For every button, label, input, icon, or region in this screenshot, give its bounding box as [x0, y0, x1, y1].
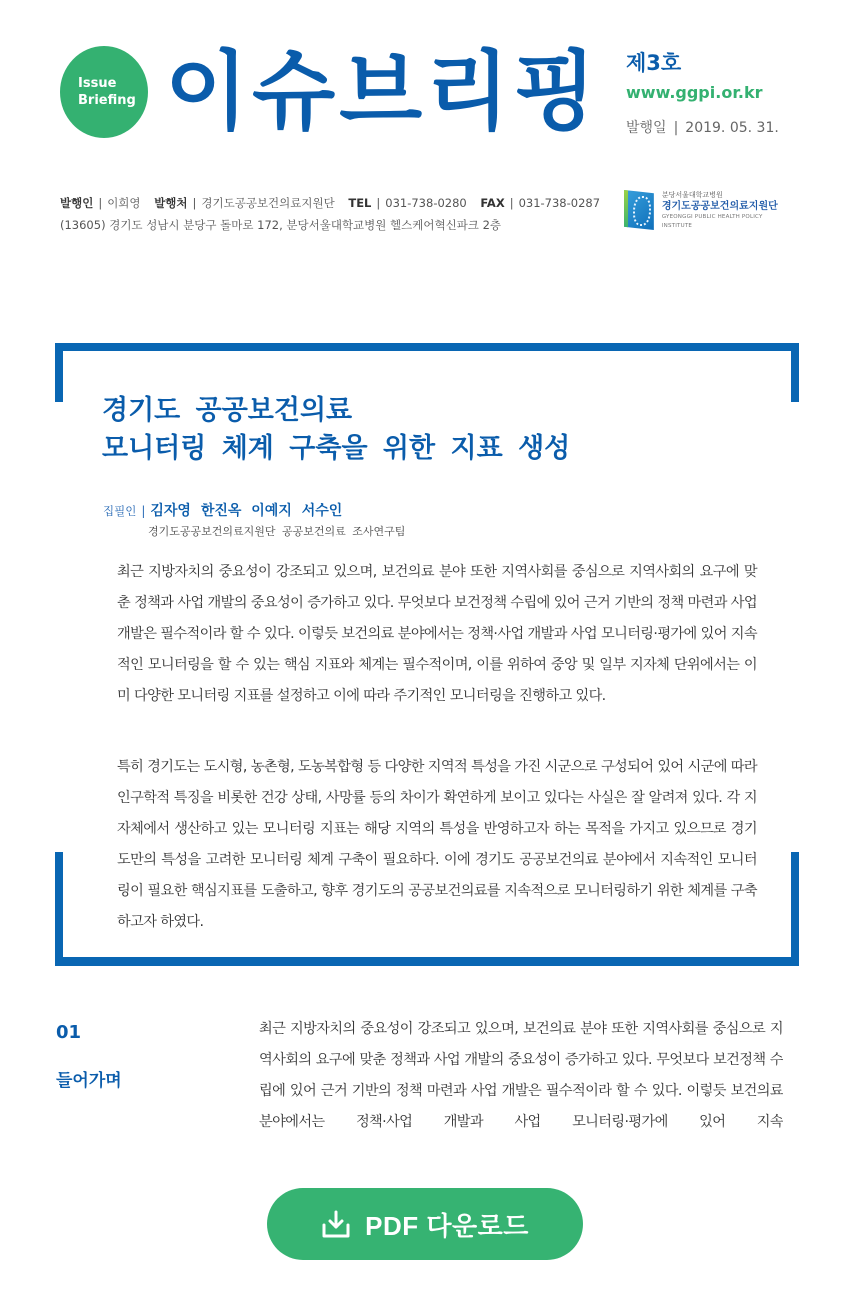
fax-value: 031-738-0287 — [518, 196, 601, 210]
issue-number: 제3호 — [626, 51, 682, 75]
website-link[interactable]: www.ggpi.or.kr — [626, 83, 763, 102]
issuer-label: 발행처 — [154, 196, 188, 210]
fax-label: FAX — [480, 196, 505, 210]
tel-value: 031-738-0280 — [385, 196, 467, 210]
tel-label: TEL — [348, 196, 372, 210]
publisher-label: 발행인 — [60, 196, 94, 210]
org-logo-mark-icon — [624, 190, 654, 230]
article-title-line2: 모니터링 체계 구축을 위한 지표 생성 — [102, 433, 571, 464]
org-logo-english: GYEONGGI PUBLIC HEALTH POLICY INSTITUTE — [661, 213, 763, 229]
summary-paragraph-1: 최근 지방자치의 중요성이 강조되고 있으며, 보건의료 분야 또한 지역사회를 중심으로 지역사회의 요구에 맞춘 정책과 사업 개발의 중요성이 증가하고 있다. 무엇보다 보건정책 수립에 있어 근거 기반의 정책 마련과 사업 개발은 필수적이라 할 수 있다. 이렇듯 보건의료 분야에서는 정책·사업 개발과 사업 모니터링·평가에 있어 지속적인 모니터링을 할 수 있는 핵심 지표와 체계는 필수적이며, 이를 위하여 중앙 및 일부 지자체 단위에서는 이미 다양한 모니터링 지표를 설정하고 이에 따라 주기적인 모니터링을 진행하고 있다. — [117, 564, 757, 704]
masthead-title: 이슈브리핑 — [165, 42, 601, 142]
separator: | — [673, 120, 679, 136]
pdf-download-label: PDF 다운로드 — [365, 1210, 529, 1241]
author-names: 김자영 한진옥 이예지 서수인 — [150, 503, 343, 519]
publish-date-value: 2019. 05. 31. — [685, 120, 779, 136]
download-icon — [321, 1209, 351, 1239]
section-number: 01 — [56, 1022, 82, 1043]
publish-date — [626, 117, 779, 137]
author-row: 집필인 | 김자영 한진옥 이예지 서수인 — [103, 503, 343, 519]
issue-briefing-badge — [60, 46, 148, 138]
section-title: 들어가며 — [56, 1071, 122, 1091]
summary-paragraph-2: 특히 경기도는 도시형, 농촌형, 도농복합형 등 다양한 지역적 특성을 가진 시군으로 구성되어 있어 시군에 따라 인구학적 특징을 비롯한 건강 상태, 사망률 등의 차이가 확연하게 보이고 있다는 사실은 잘 알려져 있다. 각 지자체에서 생산하고 있는 모니터링 지표는 해당 지역의 특성을 반영하고자 하는 목적을 가지고 있으므로 경기도만의 특성을 고려한 모니터링 체계 구축이 필요하다. 이에 경기도 공공보건의료 분야에서 지속적인 모니터링이 필요한 핵심지표를 도출하고, 향후 경기도의 공공보건의료를 지속적으로 모니터링하기 위한 체계를 구축하고자 하였다. — [117, 759, 757, 930]
address: (13605) 경기도 성남시 분당구 돌마로 172, 분당서울대학교병원 헬스케어혁신파크 2층 — [60, 218, 501, 232]
article-title-line1: 경기도 공공보건의료 — [102, 395, 353, 426]
publish-date-label: 발행일 — [626, 120, 667, 136]
frame-bottom-left — [55, 852, 63, 966]
frame-top-bar — [55, 343, 799, 351]
frame-top-right — [791, 343, 799, 402]
frame-bottom-right — [791, 852, 799, 966]
section-body: 최근 지방자치의 중요성이 강조되고 있으며, 보건의료 분야 또한 지역사회를 중심으로 지역사회의 요구에 맞춘 정책과 사업 개발의 중요성이 증가하고 있다. 무엇보다 보건정책 수립에 있어 근거 기반의 정책 마련과 사업 개발은 필수적이라 할 수 있다. 이렇듯 보건의료 분야에서는 정책·사업 개발과 사업 모니터링·평가에 있어 지속 — [259, 1021, 783, 1130]
frame-bottom-bar — [55, 957, 799, 966]
publisher-value: 이희영 — [107, 196, 141, 210]
article-title — [102, 392, 570, 468]
publisher-info: 발행인 | 이희영 발행처 | 경기도공공보건의료지원단 TEL | 031-738-0280 FAX | 031-738-0287 — [60, 196, 601, 210]
badge-line2: Briefing — [78, 93, 136, 108]
org-logo — [624, 188, 794, 232]
author-affiliation: 경기도공공보건의료지원단 공공보건의료 조사연구팀 — [148, 525, 406, 538]
pdf-download-button[interactable] — [267, 1188, 583, 1260]
badge-line1: Issue — [78, 76, 117, 91]
issuer-value: 경기도공공보건의료지원단 — [201, 196, 335, 210]
org-logo-main: 경기도공공보건의료지원단 — [661, 200, 778, 212]
org-logo-sub: 분당서울대학교병원 — [661, 190, 723, 199]
author-label: 집필인 — [103, 504, 137, 518]
frame-top-left — [55, 343, 63, 402]
